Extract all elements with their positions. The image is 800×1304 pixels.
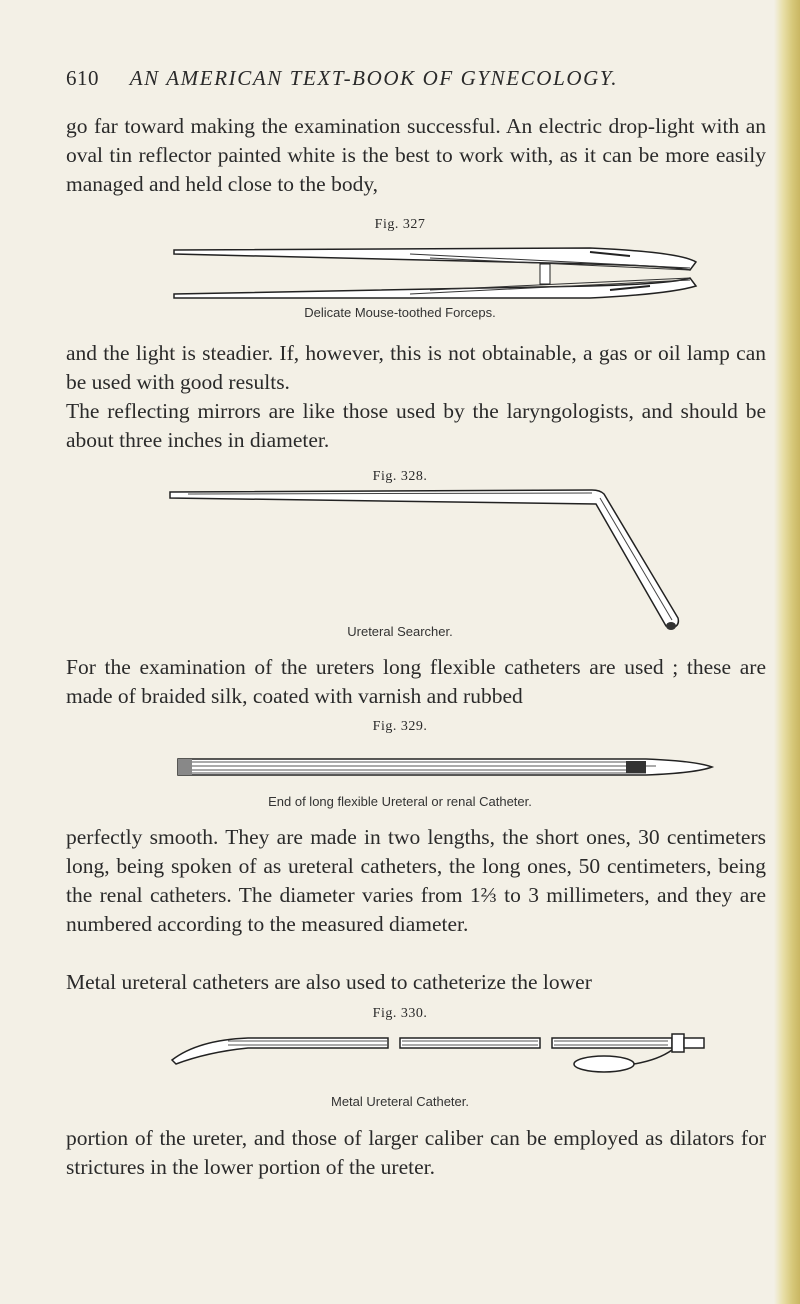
- figure-caption-328: Ureteral Searcher.: [347, 624, 453, 639]
- paragraph-3: The reflecting mirrors are like those used by the laryngologists, and should be about three inches in diameter.: [66, 399, 766, 452]
- paragraph-1: go far toward making the examination successful. An electric drop-light with an oval tin reflector painted white is the best to work with, as it can be more easily managed and held close to the body,: [66, 114, 766, 196]
- paragraph-7: portion of the ureter, and those of larger caliber can be employed as dilators for strictures in the lower portion of the ureter.: [66, 1126, 766, 1179]
- paragraph-4: For the examination of the ureters long flexible catheters are used ; these are made of braided silk, coated with varnish and rubbed: [66, 655, 766, 708]
- paragraph-2: and the light is steadier. If, however, this is not obtainable, a gas or oil lamp can be used with good results.: [66, 341, 766, 394]
- figure-caption-330: Metal Ureteral Catheter.: [330, 1094, 469, 1109]
- catheter-segment-1: [172, 1038, 388, 1064]
- running-header: [66, 66, 766, 91]
- forceps-illustration: [170, 240, 700, 308]
- figure-label-329: Fig. 329.: [372, 719, 428, 734]
- figure-caption-327: Delicate Mouse-toothed Forceps.: [304, 305, 496, 320]
- figure-label-328: Fig. 328.: [372, 469, 428, 484]
- page-number: 610: [66, 66, 99, 90]
- paragraph-5: perfectly smooth. They are made in two lengths, the short ones, 30 centimeters long, being spoken of as ureteral catheters, the long ones, 50 centimeters, being the renal catheters. The diameter varies from 1⅔ to 3 millimeters, and they are numbered according to the measured diameter.: [66, 825, 766, 936]
- figure-label-327: Fig. 327: [374, 217, 426, 232]
- figure-caption-329: End of long flexible Ureteral or renal Catheter.: [268, 794, 532, 809]
- catheter-segment-2: [400, 1038, 540, 1048]
- catheter-329-illustration: [176, 756, 716, 778]
- catheter-segment-3: [552, 1034, 704, 1072]
- running-title: AN AMERICAN TEXT-BOOK OF GYNECOLOGY.: [129, 66, 619, 90]
- metal-catheter-illustration: [168, 1032, 728, 1092]
- paragraph-6: Metal ureteral catheters are also used to catheterize the lower: [66, 970, 592, 994]
- figure-label-330: Fig. 330.: [372, 1006, 428, 1021]
- ureteral-searcher-illustration: [168, 486, 688, 636]
